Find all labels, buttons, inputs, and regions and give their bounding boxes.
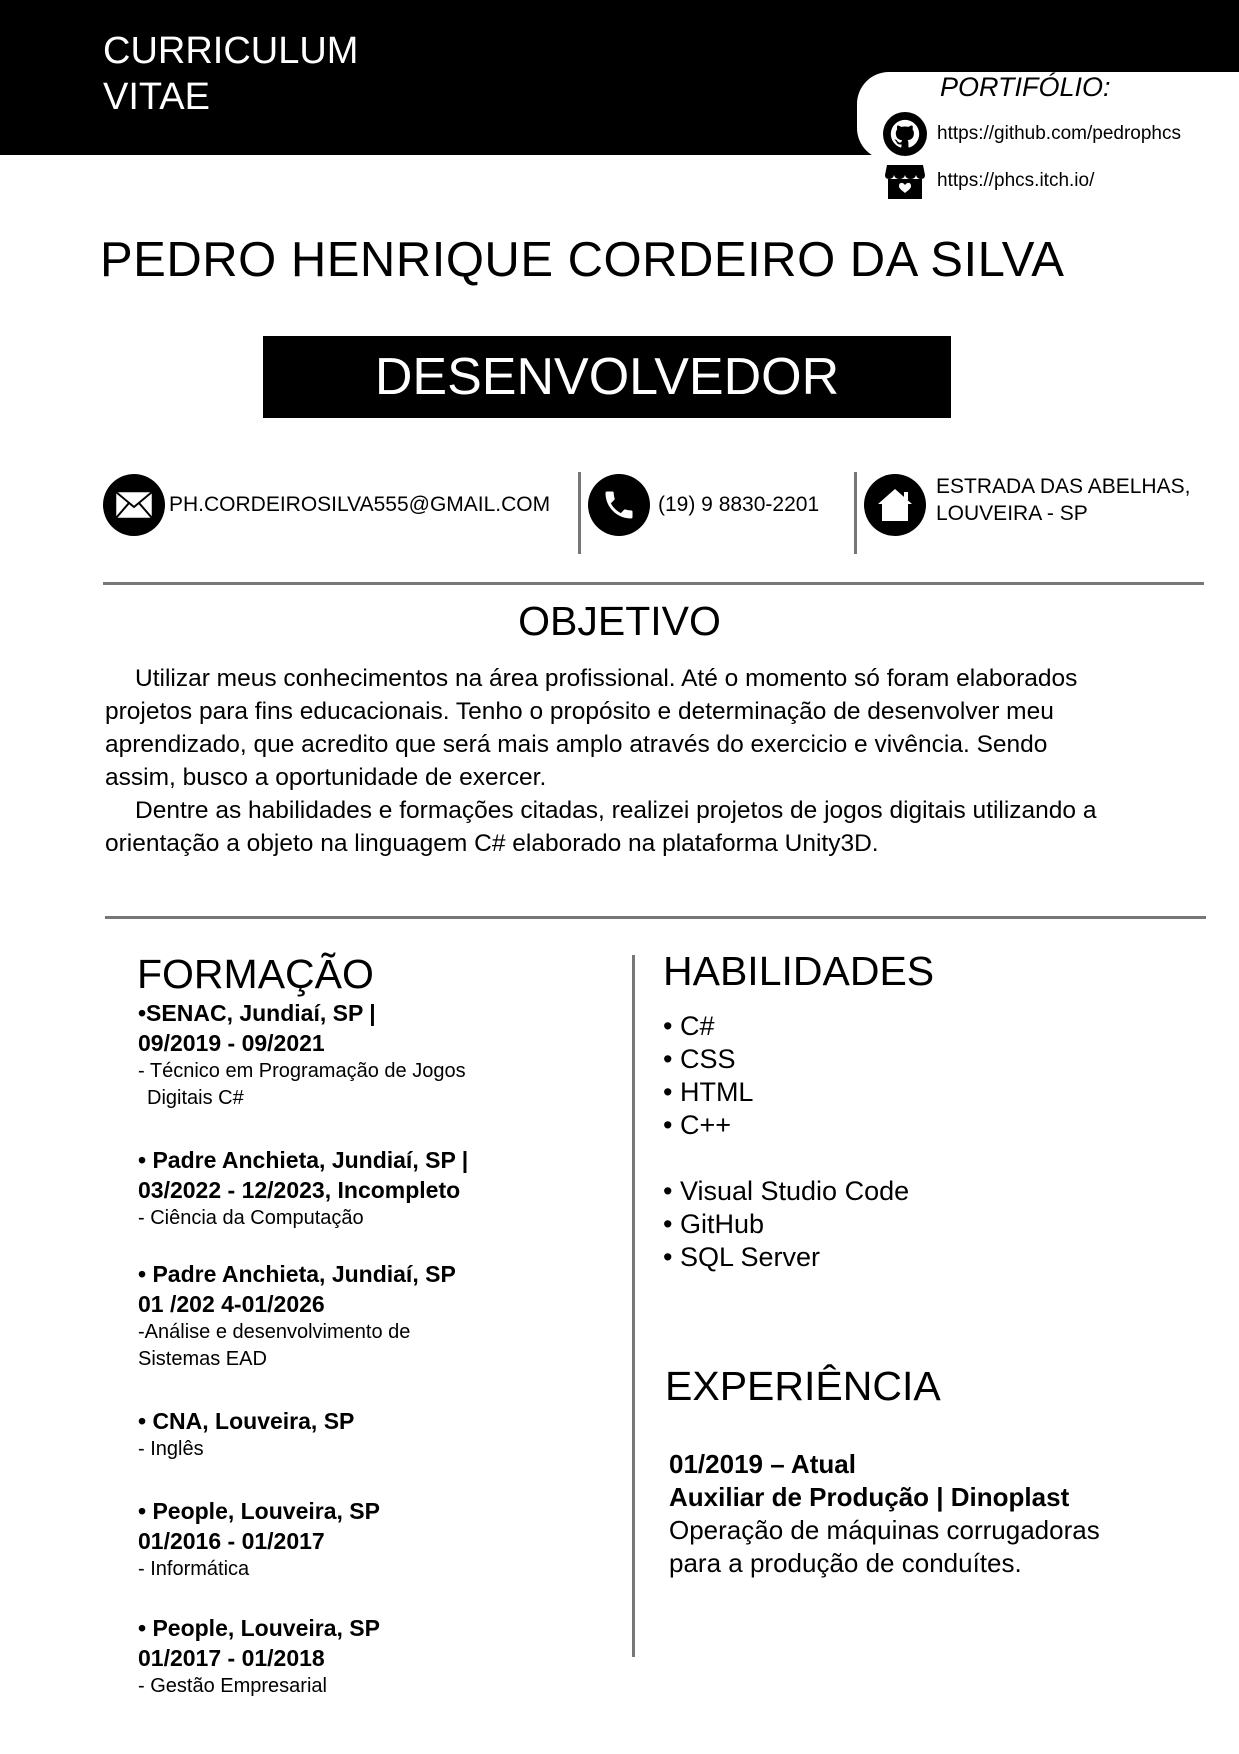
github-link-row[interactable] bbox=[883, 112, 1181, 156]
skill-item: • HTML bbox=[663, 1077, 754, 1107]
skill-item: • C# bbox=[663, 1011, 715, 1041]
education-period: 09/2019 - 09/2021 bbox=[138, 1030, 325, 1056]
contact-divider bbox=[854, 472, 857, 554]
education-item bbox=[138, 1145, 608, 1232]
contact-divider bbox=[578, 472, 581, 554]
education-course: - Informática bbox=[138, 1558, 250, 1580]
phone-text: (19) 9 8830-2201 bbox=[658, 493, 820, 516]
skills-list bbox=[663, 1010, 909, 1274]
education-item bbox=[138, 998, 608, 1112]
education-course: -Análise e desenvolvimento de bbox=[138, 1321, 411, 1343]
itch-store-icon bbox=[883, 160, 927, 202]
address-line-1: ESTRADA DAS ABELHAS, bbox=[936, 474, 1191, 498]
github-icon bbox=[883, 112, 927, 156]
education-period: 03/2022 - 12/2023, Incompleto bbox=[138, 1177, 461, 1203]
education-course: Digitais C# bbox=[147, 1087, 244, 1109]
education-course: - Inglês bbox=[138, 1438, 204, 1460]
address-text bbox=[936, 475, 1190, 526]
education-course: - Ciência da Computação bbox=[138, 1207, 364, 1229]
address-contact bbox=[864, 474, 1190, 536]
objective-title: OBJETIVO bbox=[518, 598, 721, 644]
education-school: • Padre Anchieta, Jundiaí, SP bbox=[138, 1261, 456, 1287]
email-text: PH.CORDEIROSILVA555@GMAIL.COM bbox=[169, 493, 551, 516]
education-course: Sistemas EAD bbox=[138, 1348, 267, 1370]
education-school: •SENAC, Jundiaí, SP | bbox=[138, 1000, 376, 1026]
email-contact bbox=[103, 474, 550, 536]
portfolio-label: PORTIFÓLIO: bbox=[940, 72, 1111, 102]
education-school: • People, Louveira, SP bbox=[138, 1498, 380, 1524]
education-item bbox=[138, 1613, 608, 1700]
education-title: FORMAÇÃO bbox=[137, 951, 374, 997]
home-icon bbox=[864, 474, 926, 536]
experience-period: 01/2019 – Atual bbox=[669, 1449, 856, 1479]
section-divider bbox=[103, 582, 1204, 585]
skill-item: • SQL Server bbox=[663, 1242, 821, 1272]
experience-description: Operação de máquinas corrugadoras bbox=[669, 1515, 1100, 1545]
education-item bbox=[138, 1259, 608, 1373]
section-divider bbox=[105, 916, 1206, 919]
education-period: 01 /202 4-01/2026 bbox=[138, 1291, 325, 1317]
title-line-1: CURRICULUM bbox=[103, 30, 359, 72]
experience-item bbox=[669, 1448, 1100, 1580]
education-course: - Técnico em Programação de Jogos bbox=[138, 1060, 466, 1082]
experience-description: para a produção de conduítes. bbox=[669, 1548, 1022, 1578]
itch-link-row[interactable] bbox=[883, 160, 1094, 202]
role-banner: DESENVOLVEDOR bbox=[263, 336, 951, 418]
education-course: - Gestão Empresarial bbox=[138, 1675, 327, 1697]
title-line-2: VITAE bbox=[103, 76, 210, 118]
experience-role: Auxiliar de Produção | Dinoplast bbox=[669, 1482, 1070, 1512]
education-school: • CNA, Louveira, SP bbox=[138, 1408, 355, 1434]
education-school: • People, Louveira, SP bbox=[138, 1615, 380, 1641]
skills-title: HABILIDADES bbox=[663, 948, 935, 994]
education-item bbox=[138, 1496, 608, 1583]
education-item bbox=[138, 1406, 608, 1463]
objective-text bbox=[105, 662, 1115, 860]
full-name: PEDRO HENRIQUE CORDEIRO DA SILVA bbox=[100, 233, 1065, 287]
education-period: 01/2017 - 01/2018 bbox=[138, 1645, 325, 1671]
objective-paragraph-1: Utilizar meus conhecimentos na área profissional. Até o momento só foram elaborados projetos para fins educacionais. Tenho o propósito e determinação de desenvolver meu aprendizado, que acredito que será mais amplo através do exercicio e vivência. Sendo assim, busco a oportunidade de exercer. bbox=[105, 665, 1078, 791]
skill-item: • CSS bbox=[663, 1044, 736, 1074]
phone-contact bbox=[588, 474, 819, 536]
education-school: • Padre Anchieta, Jundiaí, SP | bbox=[138, 1147, 469, 1173]
envelope-icon bbox=[103, 474, 165, 536]
column-divider bbox=[632, 955, 635, 1657]
skill-item: • C++ bbox=[663, 1110, 731, 1140]
github-link[interactable]: https://github.com/pedrophcs bbox=[937, 123, 1181, 144]
education-period: 01/2016 - 01/2017 bbox=[138, 1528, 325, 1554]
itch-link[interactable]: https://phcs.itch.io/ bbox=[937, 170, 1095, 191]
objective-paragraph-2: Dentre as habilidades e formações citadas, realizei projetos de jogos digitais utilizando a orientação a objeto na linguagem C# elaborado na plataforma Unity3D. bbox=[105, 797, 1097, 857]
skill-item: • GitHub bbox=[663, 1209, 764, 1239]
phone-icon bbox=[588, 474, 650, 536]
address-line-2: LOUVEIRA - SP bbox=[936, 501, 1088, 525]
experience-title: EXPERIÊNCIA bbox=[665, 1363, 941, 1409]
document-title bbox=[103, 28, 358, 120]
skill-item: • Visual Studio Code bbox=[663, 1176, 910, 1206]
